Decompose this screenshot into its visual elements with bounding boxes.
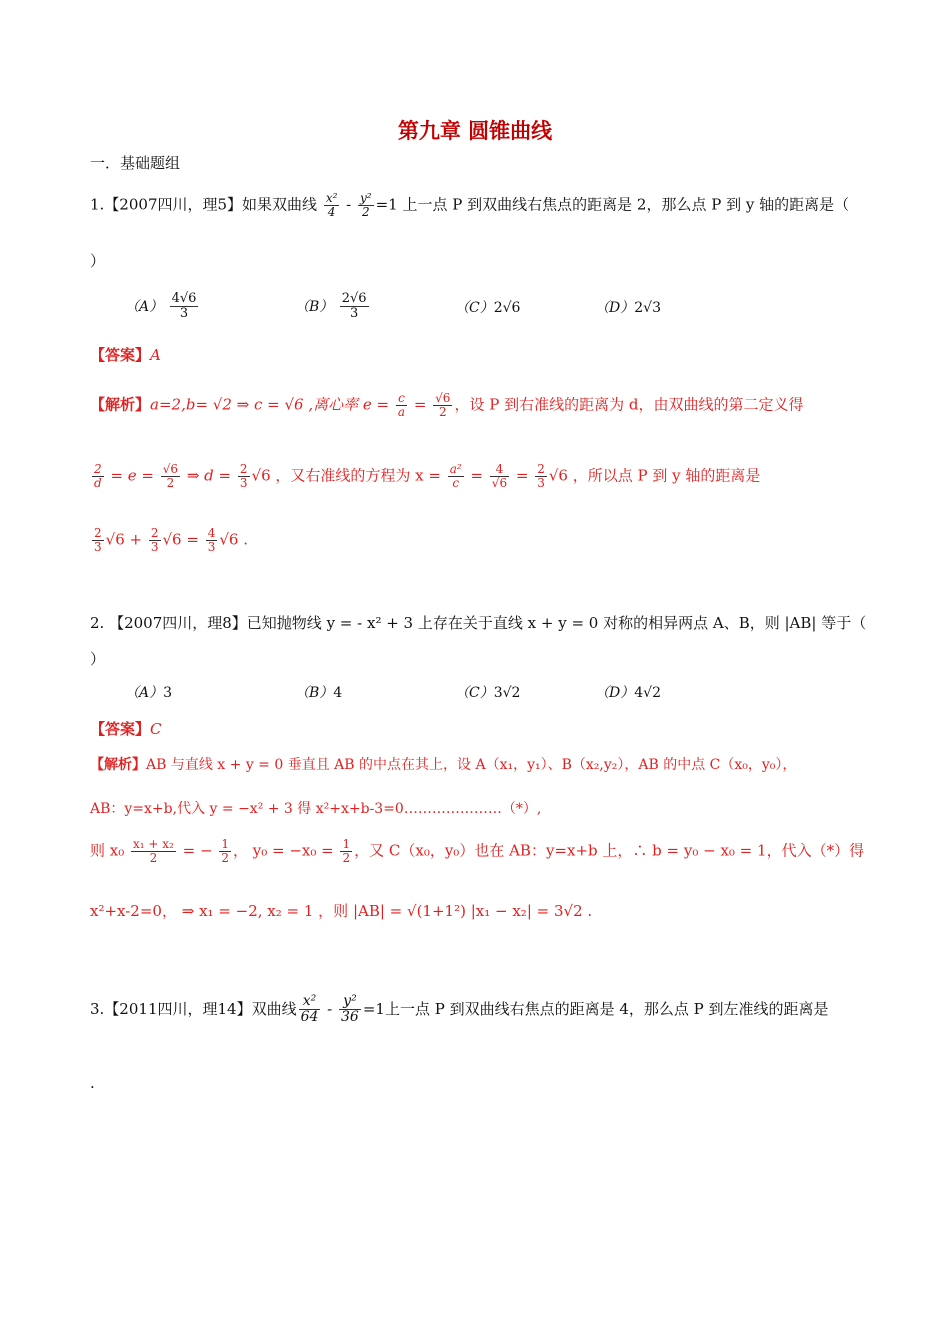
q2-analysis-line-3: 则 x₀ $\frac{\text{x₁ + x₂}}{2}$ = − $\frac{1}{2}$ ， y₀ = −x₀ = $\frac{1}{2}$ ，又 C（x₀，y₀）也在 AB：y=x+b 上，∴ b = y₀ − x₀ = 1，代入（*）得 xyxy=(90,837,865,866)
q1-analysis-line-1: 【解析】a=2,b= √2 ⇒ c = √6 ,离心率 e = $\frac{c}{a}$ = $\frac{√6}{2}$ ，设 P 到右准线的距离为 d，由双曲线的第二定义得 xyxy=(90,391,804,420)
q1-option-a: （A） $\frac{4√6}{3}$ xyxy=(125,291,197,322)
q1-fraction-y: $\frac{\text{y²}}{2}$ xyxy=(360,191,372,220)
question-1-prefix: 1.【2007四川，理5】如果双曲线 xyxy=(90,195,318,214)
q1-option-b: （B） $\frac{2√6}{3}$ xyxy=(295,291,367,322)
q2-option-d: （D）4√2 xyxy=(595,685,661,701)
question-3-blank: . xyxy=(90,1074,95,1092)
q1-fraction-x: $\frac{\text{x²}}{4}$ xyxy=(325,191,338,220)
question-1-stem: 1.【2007四川，理5】如果双曲线 $\frac{\text{x²}}{4}$ - $\frac{\text{y²}}{2}$ =1 上一点 P 到双曲线右焦点的距离是 2，那么点 P 到 y 轴的距离是（ xyxy=(90,191,850,220)
q1-option-d: （D）2√3 xyxy=(595,300,661,316)
question-3-stem: 3.【2011四川，理14】双曲线 $\frac{\text{x²}}{64}$ - $\frac{\text{y²}}{36}$ =1上一点 P 到双曲线右焦点的距离是 4，那么点 P 到左准线的距离是 xyxy=(90,993,829,1026)
q2-option-a: （A）3 xyxy=(125,685,173,701)
q2-analysis-line-4: x²+x-2=0， ⇒ x₁ = −2, x₂ = 1 ，则 |AB| = √(1+1²) |x₁ − x₂| = 3√2 . xyxy=(90,902,593,920)
question-1-close: ） xyxy=(90,252,106,270)
q1-analysis-line-2: $\frac{2}{d}$ = e = $\frac{√6}{2}$ ⇒ d = $\frac{2}{3}$ √6 ，又右准线的方程为 x = $\frac{\text{a²}}{c}$ = $\frac{4}{√6}$ = $\frac{2}{3}$ √6 ，所以点 P 到 y 轴的距离是 xyxy=(94,462,761,491)
q1-answer: 【答案】A xyxy=(90,346,161,364)
page-title: 第九章 圆锥曲线 xyxy=(397,119,553,143)
q2-answer: 【答案】C xyxy=(90,720,162,738)
q2-option-c: （C）3√2 xyxy=(455,685,521,701)
q2-option-b: （B）4 xyxy=(295,685,343,701)
q2-analysis-line-2: AB：y=x+b,代入 y = −x² + 3 得 x²+x+b-3=0…………………（*）, xyxy=(90,801,542,817)
q1-option-c: （C）2√6 xyxy=(455,300,521,316)
question-2-stem: 2. 【2007四川，理8】已知抛物线 y = - x² + 3 上存在关于直线 x + y = 0 对称的相异两点 A、B，则 |AB| 等于（ xyxy=(90,614,867,632)
question-2-close: ） xyxy=(90,650,106,668)
question-1-text: 上一点 P 到双曲线右焦点的距离是 2，那么点 P 到 y 轴的距离是（ xyxy=(402,195,850,214)
section-heading: 一．基础题组 xyxy=(90,154,181,172)
q1-analysis-line-3: $\frac{2}{3}$ √6 + $\frac{2}{3}$ √6 = $\frac{4}{3}$ √6 . xyxy=(94,526,248,555)
q2-analysis-line-1: 【解析】AB 与直线 x + y = 0 垂直且 AB 的中点在其上，设 A（x₁，y₁）、B（x₂,y₂），AB 的中点 C（x₀，y₀）， xyxy=(90,757,797,773)
